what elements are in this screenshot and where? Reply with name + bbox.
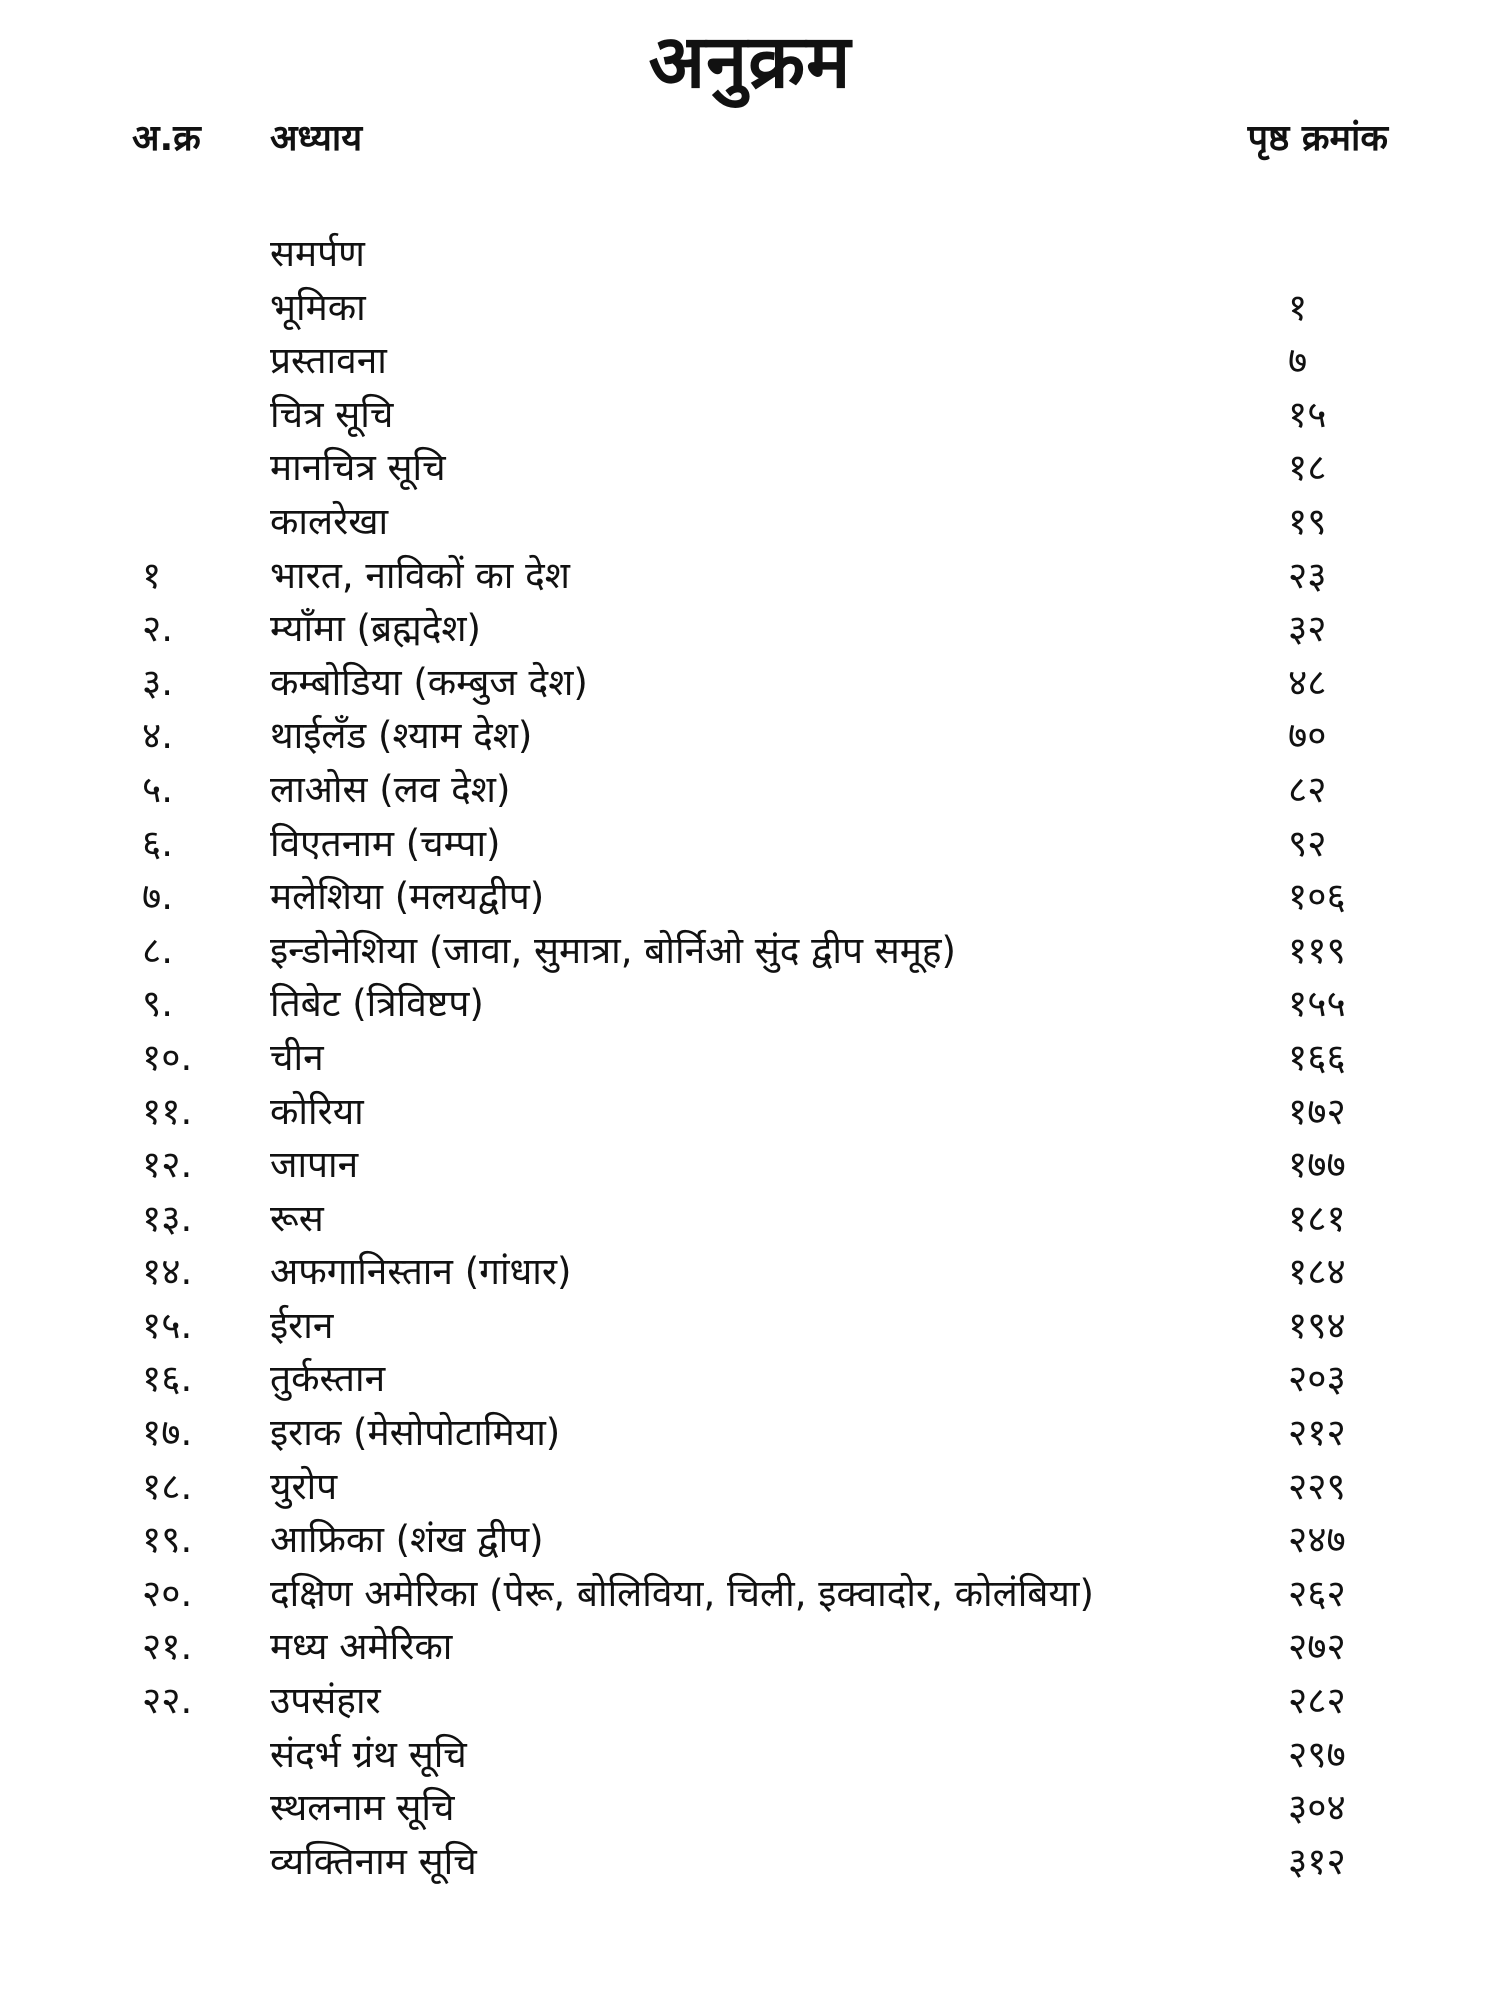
entry-page: २७२ <box>1288 1625 1346 1669</box>
entry-chapter: कोरिया <box>270 1089 364 1133</box>
entry-number: ११. <box>142 1089 193 1133</box>
toc-entry <box>0 758 1500 812</box>
entry-chapter: स्थलनाम सूचि <box>270 1786 455 1830</box>
entry-page: २६२ <box>1288 1571 1346 1615</box>
entry-chapter: मलेशिया (मलयद्वीप) <box>270 875 545 919</box>
entry-number: ५. <box>142 767 174 811</box>
entry-number: २१. <box>142 1625 193 1669</box>
entry-page: ९२ <box>1288 821 1327 865</box>
toc-entry <box>0 436 1500 490</box>
toc-entry <box>0 1401 1500 1455</box>
entry-number: १७. <box>142 1411 193 1455</box>
entry-page: ४८ <box>1288 660 1327 704</box>
entry-chapter: थाईलँड (श्याम देश) <box>270 714 533 758</box>
entry-chapter: जापान <box>270 1143 359 1187</box>
toc-entry <box>0 919 1500 973</box>
toc-entry <box>0 1723 1500 1777</box>
toc-entry <box>0 329 1500 383</box>
entry-page: २१२ <box>1288 1411 1346 1455</box>
entry-page: ८२ <box>1288 767 1327 811</box>
entry-chapter: ईरान <box>270 1303 334 1347</box>
entry-number: १५. <box>142 1303 193 1347</box>
toc-entry <box>0 544 1500 598</box>
column-headers <box>0 112 1500 172</box>
entry-chapter: तिबेट (त्रिविष्टप) <box>270 982 484 1026</box>
entry-number: १६. <box>142 1357 193 1401</box>
toc-entry <box>0 865 1500 919</box>
entry-page: १८४ <box>1288 1250 1346 1294</box>
entry-page: २९७ <box>1288 1732 1346 1776</box>
entry-chapter: प्रस्तावना <box>270 339 387 383</box>
toc-entry <box>0 1562 1500 1616</box>
entry-page: १६६ <box>1288 1035 1346 1079</box>
entry-page: १७७ <box>1288 1143 1346 1187</box>
entry-number: ३. <box>142 660 174 704</box>
toc-entry <box>0 1776 1500 1830</box>
toc-entry <box>0 1830 1500 1884</box>
entry-number: १४. <box>142 1250 193 1294</box>
toc-entry <box>0 490 1500 544</box>
entry-page: २४७ <box>1288 1518 1346 1562</box>
entry-chapter: भारत, नाविकों का देश <box>270 553 570 597</box>
entry-chapter: आफ्रिका (शंख द्वीप) <box>270 1518 544 1562</box>
toc-entry <box>0 651 1500 705</box>
entry-page: २२९ <box>1288 1464 1346 1508</box>
entry-chapter: अफगानिस्तान (गांधार) <box>270 1250 572 1294</box>
entry-chapter: चीन <box>270 1035 324 1079</box>
entry-page: ११९ <box>1288 928 1346 972</box>
toc-entry <box>0 1508 1500 1562</box>
toc-entry <box>0 597 1500 651</box>
entry-chapter: समर्पण <box>270 232 365 275</box>
entry-chapter: मध्य अमेरिका <box>270 1625 453 1669</box>
entry-number: २०. <box>142 1571 193 1615</box>
entry-page: १९४ <box>1288 1303 1346 1347</box>
toc-entry <box>0 812 1500 866</box>
entry-number: २२. <box>142 1679 193 1723</box>
entry-page: १०६ <box>1288 875 1346 919</box>
toc-entry <box>0 1240 1500 1294</box>
entry-chapter: दक्षिण अमेरिका (पेरू, बोलिविया, चिली, इक्वादोर, कोलंबिया) <box>270 1571 1094 1615</box>
entry-page: १५ <box>1288 392 1327 436</box>
entry-chapter: कम्बोडिया (कम्बुज देश) <box>270 660 588 704</box>
entry-page: १५५ <box>1288 982 1346 1026</box>
entry-chapter: व्यक्तिनाम सूचि <box>270 1839 477 1883</box>
entry-chapter: भूमिका <box>270 285 366 329</box>
entry-number: ९. <box>142 982 174 1026</box>
entry-chapter: मानचित्र सूचि <box>270 446 446 490</box>
toc-entry <box>0 1026 1500 1080</box>
toc-entry <box>0 1347 1500 1401</box>
entry-chapter: म्याँमा (ब्रह्मदेश) <box>270 607 481 651</box>
entry-number: ८. <box>142 928 174 972</box>
page-header: पृष्ठ क्रमांक <box>1247 118 1388 159</box>
serial-header: अ.क्र <box>132 118 201 159</box>
toc-entry <box>0 276 1500 330</box>
entry-number: १२. <box>142 1143 193 1187</box>
toc-entry <box>0 383 1500 437</box>
entry-number: २. <box>142 607 174 651</box>
entry-number: १८. <box>142 1464 193 1508</box>
entry-number: १०. <box>142 1035 193 1079</box>
entry-page: १९ <box>1288 499 1327 543</box>
entry-chapter: विएतनाम (चम्पा) <box>270 821 501 865</box>
entry-number: ७. <box>142 875 174 919</box>
entry-chapter: कालरेखा <box>270 499 389 543</box>
toc-entry <box>0 1187 1500 1241</box>
entry-chapter: इन्डोनेशिया (जावा, सुमात्रा, बोर्निओ सुंद द्वीप समूह) <box>270 928 956 972</box>
entry-page: २०३ <box>1288 1357 1346 1401</box>
entry-number: १९. <box>142 1518 193 1562</box>
toc-entry <box>0 704 1500 758</box>
toc-entry <box>0 1669 1500 1723</box>
toc-entry <box>0 1133 1500 1187</box>
entry-page: १ <box>1288 285 1308 329</box>
page-title: अनुक्रम <box>648 19 852 105</box>
toc-entry <box>0 972 1500 1026</box>
entry-chapter: तुर्कस्तान <box>270 1357 386 1401</box>
entry-number: ६. <box>142 821 174 865</box>
entry-page: २३ <box>1288 553 1327 597</box>
entry-page: १७२ <box>1288 1089 1346 1133</box>
toc-entry <box>0 1615 1500 1669</box>
entry-page: ३१२ <box>1288 1839 1346 1883</box>
entry-page: २८२ <box>1288 1679 1346 1723</box>
entry-page: ३२ <box>1288 607 1327 651</box>
entry-chapter: इराक (मेसोपोटामिया) <box>270 1411 561 1455</box>
entry-chapter: संदर्भ ग्रंथ सूचि <box>270 1732 467 1776</box>
entry-number: ४. <box>142 714 174 758</box>
toc-entry <box>0 1455 1500 1509</box>
entry-chapter: उपसंहार <box>270 1679 381 1723</box>
entry-page: १८१ <box>1288 1196 1346 1240</box>
toc-list <box>0 222 1500 1883</box>
entry-chapter: चित्र सूचि <box>270 392 394 436</box>
toc-entry <box>0 222 1500 276</box>
entry-chapter: लाओस (लव देश) <box>270 767 511 811</box>
toc-entry <box>0 1294 1500 1348</box>
entry-page: ७० <box>1288 714 1327 758</box>
entry-page: १८ <box>1288 446 1327 490</box>
entry-number: १ <box>142 553 162 597</box>
chapter-header: अध्याय <box>270 118 363 159</box>
entry-page: ७ <box>1288 339 1308 383</box>
entry-chapter: युरोप <box>270 1464 338 1508</box>
toc-entry <box>0 1080 1500 1134</box>
entry-number: १३. <box>142 1196 193 1240</box>
entry-page: ३०४ <box>1288 1786 1346 1830</box>
entry-chapter: रूस <box>270 1196 324 1240</box>
